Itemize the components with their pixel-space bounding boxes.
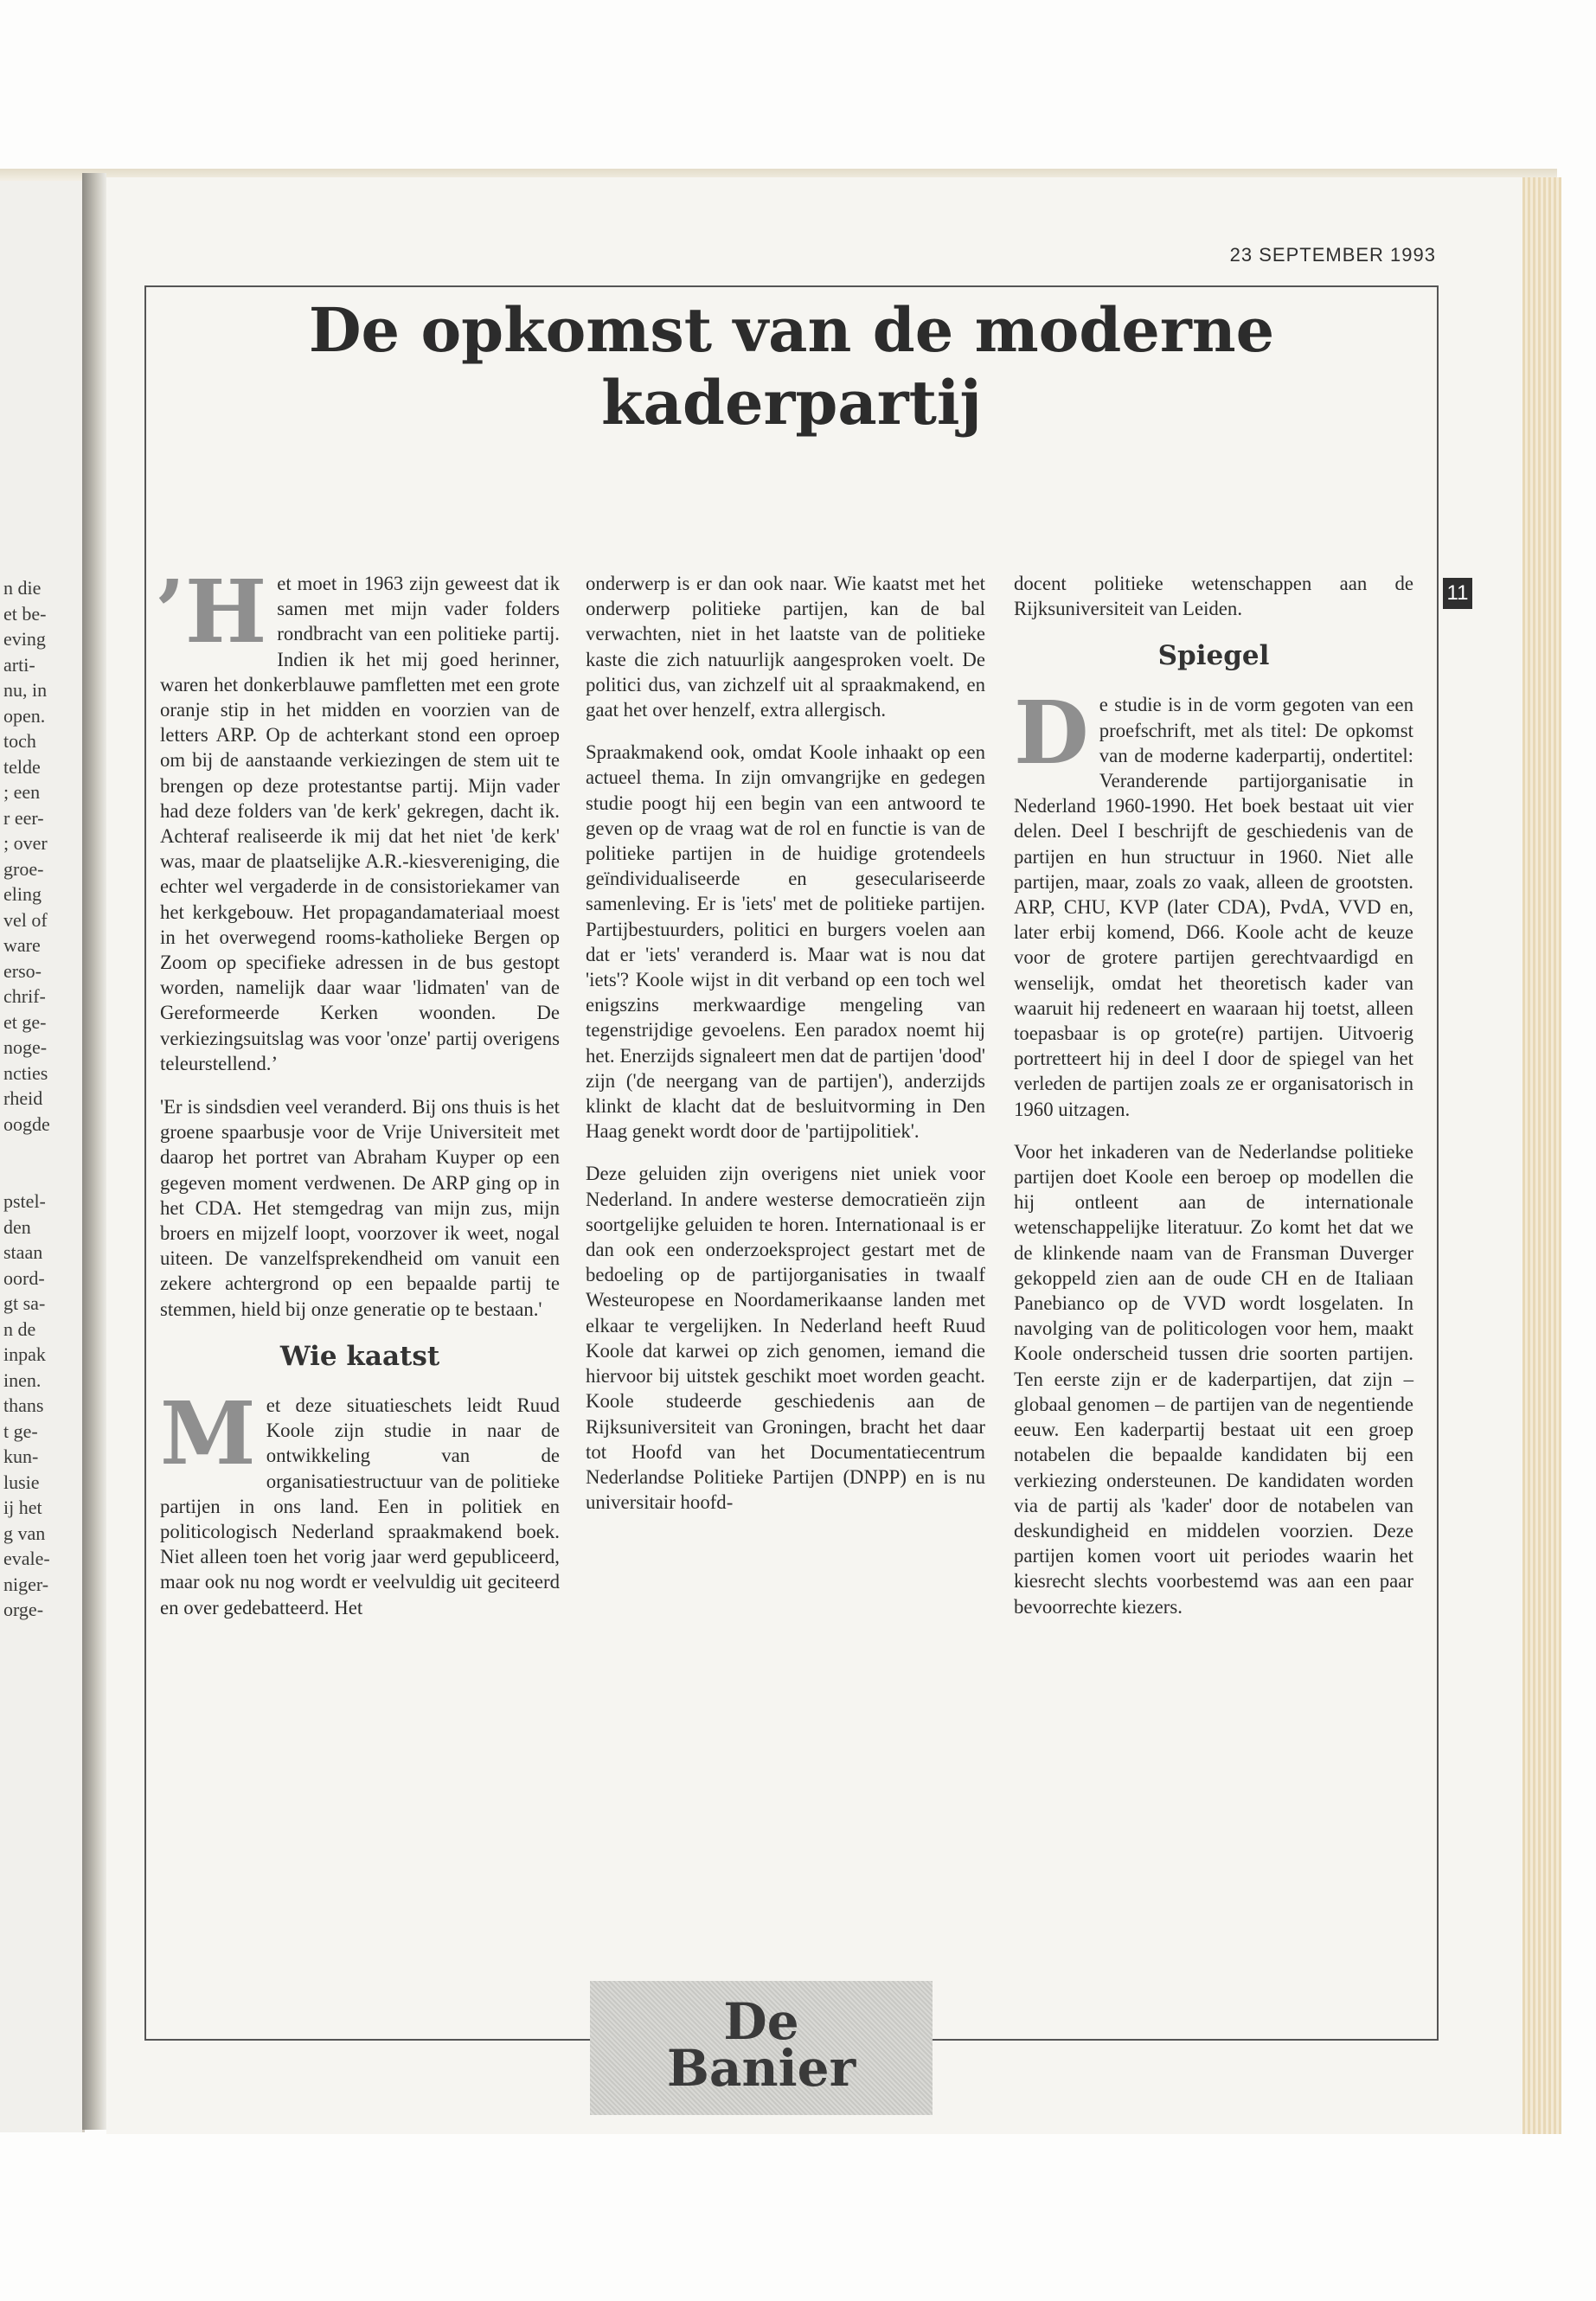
article-title [144,294,1439,439]
article-column-2 [586,571,985,1532]
left-page-text-fragment: open. [3,704,46,727]
left-page-text-fragment: ; een [3,781,41,803]
paragraph-text: et moet in 1963 zijn geweest dat ik samen met mijn vader folders rondbracht van een politieke partij. Indien ik het mij goed herinner, waren het donkerblauwe pamfletten met een grote oranje stip in het midden en voorzien van de letters ARP. Op de achterkant stond een oproep om bij de aanstaande verkiezingen de stem uit te brengen op deze protestantse partij. Mijn vader had deze folders van 'de kerk' gekregen, dacht ik. Achteraf realiseerde ik mij dat het niet 'de kerk' was, maar de plaatselijke A.R.-kiesvereniging, die echter wel vergaderde in de consistoriekamer van het kerkgebouw. Het propagandamateriaal moest in het overwegend rooms-katholieke Bergen op Zoom op specifieke adressen in de bus gestopt worden, namelijk daar waar 'lidmaten' van de Gereformeerde Kerken woonden. De verkiezingsuitslag was voor 'onze' partij overigens teleurstellend.’ [160,573,560,1074]
left-page-text-fragment: g van [3,1522,46,1544]
logo-line-1: De [723,1992,799,2051]
article-column-3 [1014,571,1413,1637]
page-number: 11 [1443,578,1472,609]
left-page-text-fragment: ware [3,934,41,956]
left-page-text-fragment: rheid [3,1087,43,1109]
left-page-text-fragment: niger- [3,1573,49,1595]
left-page-text-fragment: toch [3,730,36,752]
paragraph-text: e studie is in de vorm gegoten van een proefschrift, met als titel: De opkomst van de moderne kaderpartij, ondertitel: Veranderende partijorganisatie in Nederland 1960-1990. Het boek bestaat uit vier delen. Deel I beschrijft de geschiedenis van de partijen en hun structuur in 1960. Niet alle partijen, maar, zoals zo vaak, alleen de grootsten. ARP, CHU, KVP (later CDA), PvdA, VVD en, later erbij komend, D66. Koole acht de keuze voor de grotere partijen gerechtvaardigd en wenselijk, omdat het theoretisch kader van waaruit hij redeneert en waaraan hij toetst, alleen toepasbaar is op grote(re) partijen. Uitvoerig portretteert hij in deel I door de spiegel van het verleden de partijen zoals ze er organisatorisch in 1960 uitzagen. [1014,694,1413,1120]
left-page-text-fragment: n die [3,577,42,599]
left-page-text-fragment: et be- [3,602,47,625]
left-page-text-fragment: ij het [3,1497,42,1518]
left-page-text-fragment: telde [3,755,41,778]
left-page-text-fragment: erso- [3,959,42,982]
subheading-spiegel: Spiegel [1157,640,1270,672]
left-page-text-fragment: et ge- [3,1010,47,1033]
left-page-text-fragment: oogde [3,1112,50,1135]
left-page-text-fragment: staan [3,1241,43,1263]
left-page-text-fragment: vel of [3,908,48,931]
left-page-text-fragment: n de [3,1317,36,1340]
paragraph: Voor het inkaderen van de Nederlandse politieke partijen doet Koole een beroep op modellen die hij ontleent aan de internationale wetenschappelijke literatuur. Zo komt het dat we de klinkende naam van de Fransman Duverger gekoppeld zien aan de oude CH en de Italiaan Panebianco op de VVD wordt losgelaten. In navolging van de politicologen voor hem, maakt Koole onderscheid tussen drie soorten partijen. Ten eerste zijn er de kaderpartijen, dat zijn – globaal genomen – de partijen van de negentiende eeuw. Een kaderpartij bestaat uit een groep notabelen die bepaalde kandidaten bij een verkiezing ondersteunen. De kandidaten worden via de partij als 'kader' door de notabelen van deskundigheid en middelen voorzien. Deze partijen komen voort uit periodes waarin het kiesrecht slechts voorbestemd was aan een paar bevoorrechte kiezers. [1014,1140,1413,1618]
left-page-text-fragment: chrif- [3,985,46,1007]
paragraph: Spraakmakend ook, omdat Koole inhaakt op een actueel thema. In zijn omvangrijke en gedegen studie poogt hij een begin van een antwoord te geven op de vraag wat de rol en functie is van de politieke partijen in de huidige grotendeels geïndividualiseerde en geseculariseerde samenleving. Er is 'iets' met de politieke partijen. Partijbestuurders, politici en burgers voelen aan dat er 'iets' veranderd is. Maar wat is nou dat 'iets'? Koole wijst in dit verband op een toch wel enigszins merkwaardige mengeling van tegenstrijdige gevoelens. Een paradox noemt hij het. Enerzijds signaleert men dat de partijen 'dood' zijn ('de neergang van de partijen'), anderzijds klinkt de klacht dat de besluitvorming in Den Haag genekt wordt door de 'partijpolitiek'. [586,741,985,1143]
left-page-text-fragment: evale- [3,1548,50,1569]
paragraph-text: et deze situatieschets leidt Ruud Koole zijn studie in naar de ontwikkeling van de organisatiestructuur van de politieke partijen in ons land. Een in politiek en politicologisch Nederland spraakmakend boek. Niet alleen toen het vorig jaar werd gepubliceerd, maar ook nu nog wordt er veelvuldig uit geciteerd en over gedebatteerd. Het [160,1394,560,1618]
paragraph [1014,682,1413,1121]
left-page-text-fragment: nu, in [3,679,48,701]
left-page-text-fragment: lusie [3,1471,40,1493]
paragraph: docent politieke wetenschappen aan de Rijksuniversiteit van Leiden. [1014,573,1413,620]
left-page-text-fragment: r eer- [3,806,44,829]
drop-cap: M [160,1381,256,1484]
left-page-text-fragment: pstel- [3,1190,46,1212]
left-page-text-fragment: ncties [3,1061,48,1084]
left-page-text-fragment: gt sa- [3,1292,46,1314]
drop-cap: ’H [155,561,267,663]
title-line-1: De opkomst van de moderne [308,294,1275,366]
book-spine [82,173,106,2130]
subheading-wie-kaatst: Wie kaatst [279,1340,440,1372]
paragraph [155,561,560,1076]
left-page-text-fragment: inen. [3,1368,42,1391]
de-banier-logo [590,1992,933,2098]
issue-date: 23 SEPTEMBER 1993 [1229,244,1436,266]
drop-cap: D [1014,682,1089,785]
article-column-1 [155,561,560,1638]
left-page-text-fragment: kun- [3,1445,39,1467]
paragraph: onderwerp is er dan ook naar. Wie kaatst met het onderwerp politieke partijen, kan de bal verwachten, niet in het laatste van de politieke kaste die zich natuurlijk aangesproken voelt. De politici dus, van zichzelf uit al spraakmakend, en gaat het over henzelf, extra allergisch. [586,573,985,721]
left-page-text-fragment: noge- [3,1036,48,1058]
left-page-text-fragment: thans [3,1394,44,1416]
logo-line-2: Banier [666,2039,856,2098]
paragraph [160,1381,560,1620]
left-page-text-fragment: orge- [3,1599,44,1620]
left-page-text-fragment: ; over [3,832,48,854]
left-page-text-fragment: t ge- [3,1420,38,1442]
paragraph: Deze geluiden zijn overigens niet uniek voor Nederland. In andere westerse democratieën zijn soortgelijke geluiden te horen. Internationaal is er dan ook een onderzoeksproject gestart met de bedoeling op de partijorganisaties in twaalf Westeuropese en Noordamerikaanse landen met elkaar te vergelijken. In Nederland heeft Ruud Koole dat karwei op zich genomen, iemand die hiervoor bij uitstek geschikt moet worden geacht. Koole studeerde geschiedenis aan de Rijksuniversiteit van Groningen, bracht het daar tot Hoofd van het Documentatiecentrum Nederlandse Politieke Partijen (DNPP) en is nu universitair hoofd- [586,1163,985,1514]
paragraph: 'Er is sindsdien veel veranderd. Bij ons thuis is het groene spaarbusje voor de Vrije Universiteit met daarop het portret van Abraham Kuyper op een gegeven moment verdwenen. De ARP ging op in het CDA. Het stemgedrag van mijn zus, mijn broers en mijzelf loopt, voorzover ik weet, nogal uiteen. De vanzelfsprekendheid om vanuit een zekere achtergrond op een bepaalde partij te stemmen, hield bij onze generatie op te bestaan.' [160,1096,560,1320]
left-page-text-fragment: arti- [3,653,35,676]
left-page-text-fragment: eving [3,628,46,650]
left-page-text-fragment: den [3,1215,31,1238]
left-page-text-fragment: groe- [3,857,44,880]
title-line-2: kaderpartij [601,367,982,439]
left-page-text-fragment: oord- [3,1266,45,1289]
de-banier-logo-box [590,1981,933,2115]
page-stack-edges [1522,177,1561,2134]
left-page-text-fragment: inpak [3,1343,46,1365]
left-page-sliver [0,169,85,2132]
left-page-text-fragment: eling [3,883,42,905]
